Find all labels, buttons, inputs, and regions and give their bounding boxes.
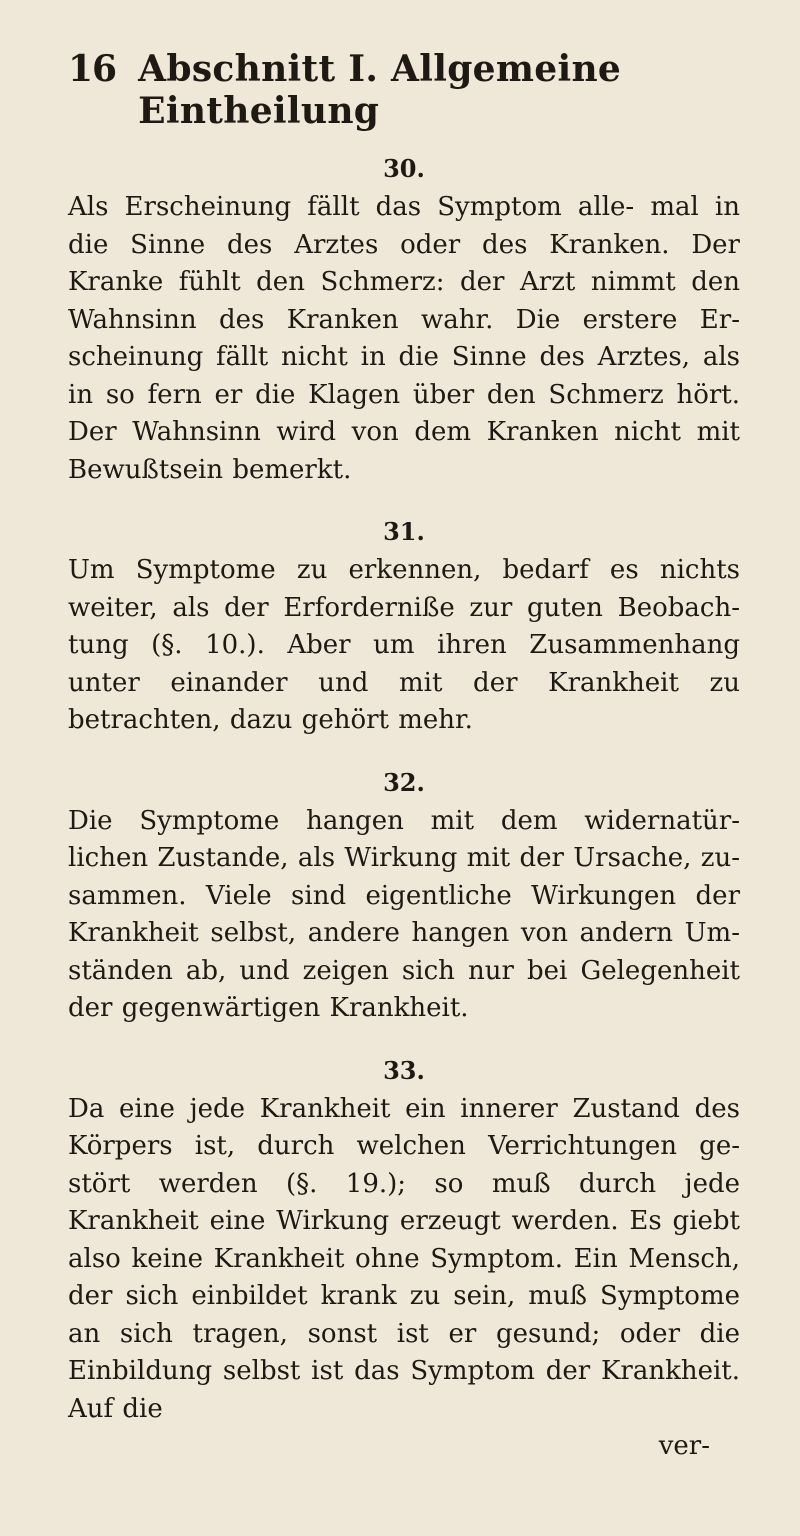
section-number: 33. <box>383 1055 425 1085</box>
section-32 <box>68 768 740 1028</box>
section-text: Als Erscheinung fällt das Symptom alle- mal in die Sinne des Arztes oder des Kranken. Der Kranke fühlt den Schmerz: der Arzt nimmt den Wahnsinn des Kranken wahr. Die erstere Er- scheinung fällt nicht in die Sinne des Arztes, als in so fern er die Klagen über den Schmerz hört. Der Wahnsinn wird von dem Kranken nicht mit Bewußtsein bemerkt. <box>68 192 740 485</box>
section-30 <box>68 154 740 489</box>
section-number: 32. <box>383 767 425 797</box>
catchword: ver- <box>658 1431 710 1461</box>
page-number: 16 <box>68 48 117 90</box>
section-number: 31. <box>383 517 425 546</box>
page-header <box>68 48 740 132</box>
section-text: Die Symptome hangen mit dem widernatür- lichen Zustande, als Wirkung mit der Ursache, zu- sammen. Viele sind eigentliche Wirkungen der Krankheit selbst, andere hangen von andern Um- ständen ab, und zeigen sich nur bei Gelegenheit der gegenwärtigen Krankheit. <box>68 805 740 1023</box>
section-text: Da eine jede Krankheit ein innerer Zustand des Körpers ist, durch welchen Verrichtungen ge- stört werden (§. 19.); so muß durch jede Krankheit eine Wirkung erzeugt werden. Es giebt also keine Krankheit ohne Symptom. Ein Mensch, der sich einbildet krank zu sein, muß Symptome an sich tragen, sonst ist er gesund; oder die Einbildung selbst ist das Symptom der Krankheit. Auf die <box>68 1093 740 1424</box>
section-31 <box>68 517 740 740</box>
running-head: Abschnitt I. Allgemeine Eintheilung <box>138 48 622 132</box>
section-text: Um Symptome zu erkennen, bedarf es nichts weiter, als der Erforderniße zur guten Beobach- tung (§. 10.). Aber um ihren Zusammenhang unter einander und mit der Krankheit zu betrachten, dazu gehört mehr. <box>68 555 740 735</box>
section-number: 30. <box>383 154 425 183</box>
section-33 <box>68 1056 740 1429</box>
